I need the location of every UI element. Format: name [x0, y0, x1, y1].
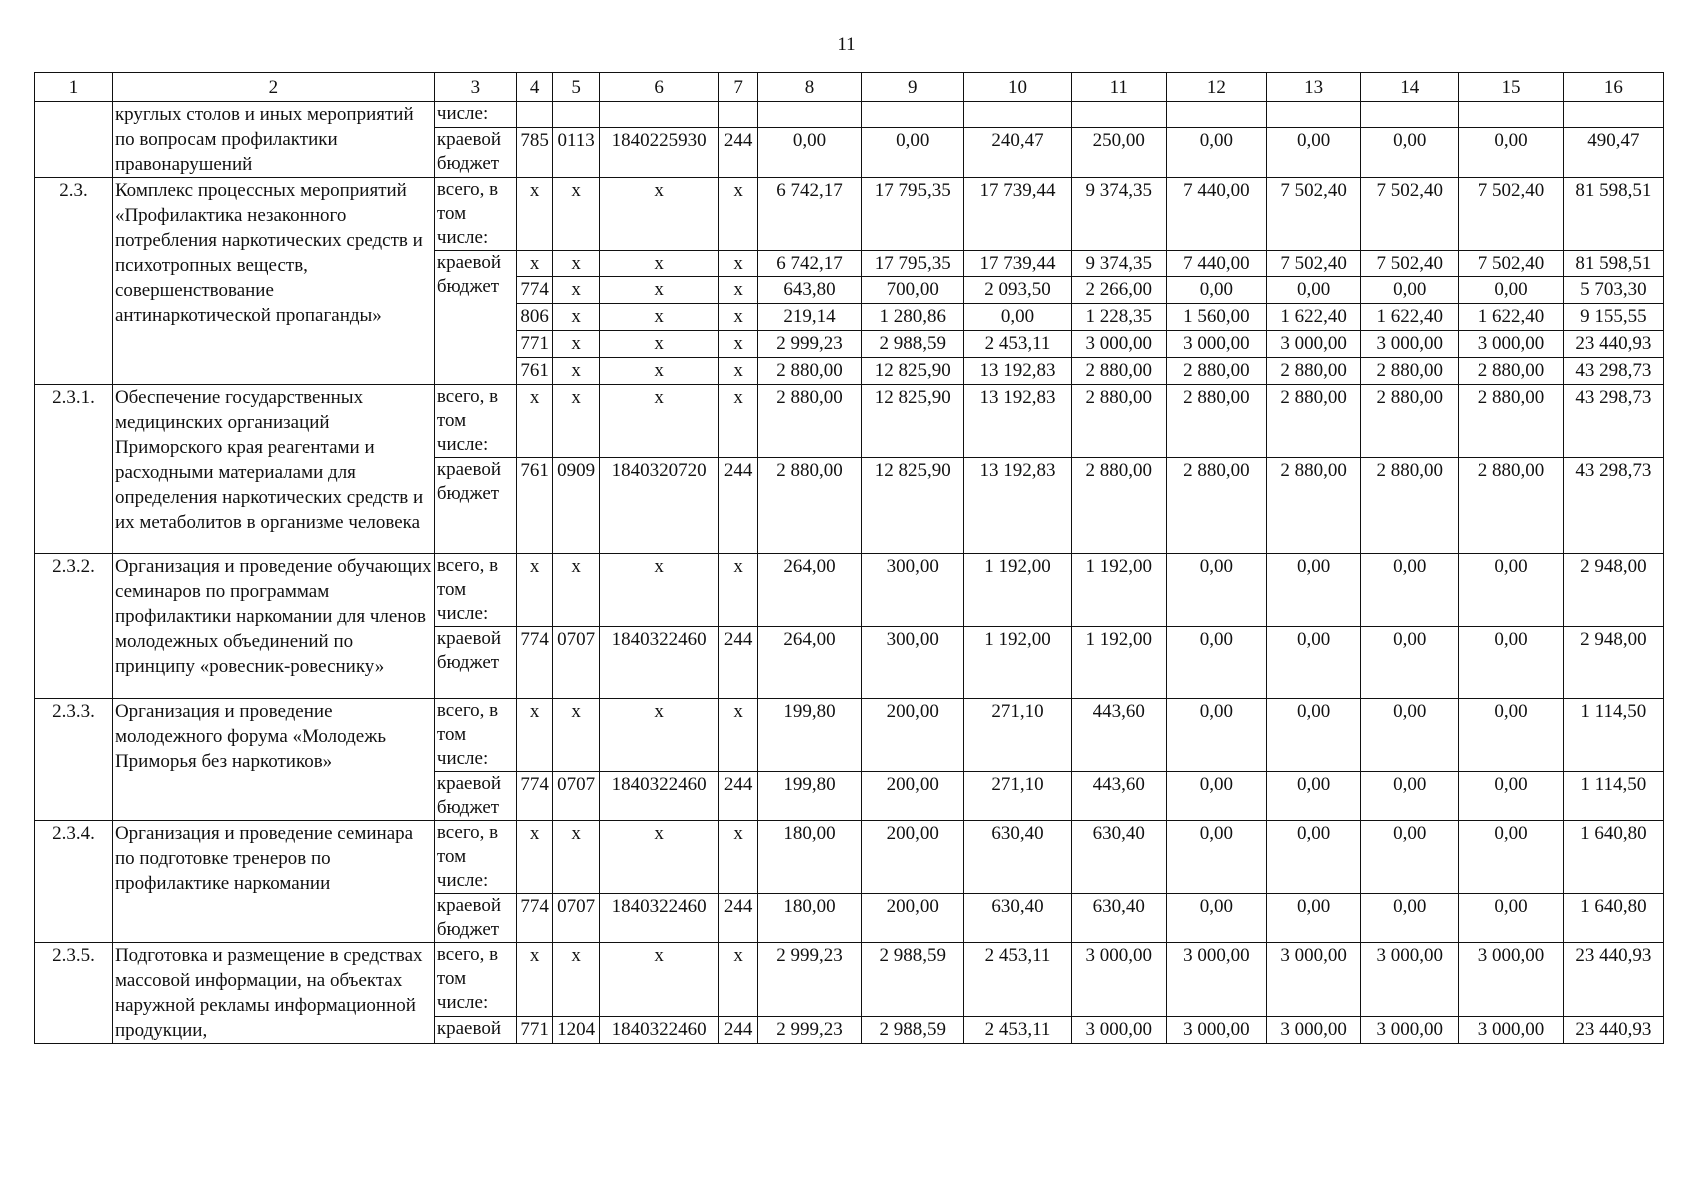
value-col-14: 7 502,40 [1361, 178, 1459, 251]
value-col-8: 2 999,23 [757, 331, 861, 358]
value-col-12 [1166, 102, 1266, 128]
row-name: Обеспечение государственных медицинских организаций Приморского края реагентами и расходными материалами для определения наркотических средств и их метаболитов в организме человека [112, 385, 434, 554]
value-col-15: 0,00 [1459, 894, 1563, 943]
value-col-10: 2 453,11 [964, 1017, 1071, 1044]
funding-source: всего, в том числе: [434, 554, 516, 627]
header-cell-1: 1 [35, 73, 113, 102]
value-col-13: 2 880,00 [1267, 358, 1361, 385]
value-col-14: 2 880,00 [1361, 385, 1459, 458]
row-number: 2.3.3. [35, 699, 113, 821]
value-col-15: 3 000,00 [1459, 331, 1563, 358]
header-cell-8: 8 [757, 73, 861, 102]
value-col-13: 0,00 [1267, 627, 1361, 699]
value-col-8: 264,00 [757, 554, 861, 627]
value-col-13: 2 880,00 [1267, 385, 1361, 458]
value-col-13 [1267, 102, 1361, 128]
value-col-11: 9 374,35 [1071, 251, 1166, 277]
code-c7: х [719, 304, 757, 331]
value-col-15: 0,00 [1459, 699, 1563, 772]
value-col-13: 3 000,00 [1267, 331, 1361, 358]
value-col-10: 13 192,83 [964, 458, 1071, 554]
funding-source: краевой бюджет [434, 128, 516, 178]
row-name: Комплекс процессных мероприятий «Профилактика незаконного потребления наркотических средств и психотропных веществ, совершенствование антинаркотической пропаганды» [112, 178, 434, 385]
value-col-8: 264,00 [757, 627, 861, 699]
value-col-15: 3 000,00 [1459, 943, 1563, 1017]
code-c5: х [553, 178, 600, 251]
value-col-12: 0,00 [1166, 128, 1266, 178]
value-col-11: 1 228,35 [1071, 304, 1166, 331]
value-col-15 [1459, 102, 1563, 128]
value-col-16: 23 440,93 [1563, 1017, 1663, 1044]
code-c6: х [599, 821, 718, 894]
value-col-10: 271,10 [964, 699, 1071, 772]
code-c4: 771 [516, 331, 552, 358]
value-col-13: 7 502,40 [1267, 178, 1361, 251]
value-col-15: 7 502,40 [1459, 251, 1563, 277]
value-col-8: 6 742,17 [757, 178, 861, 251]
row-name: Организация и проведение семинара по подготовке тренеров по профилактике наркомании [112, 821, 434, 943]
value-col-8: 2 880,00 [757, 358, 861, 385]
value-col-16: 1 114,50 [1563, 699, 1663, 772]
value-col-16: 2 948,00 [1563, 627, 1663, 699]
value-col-9: 2 988,59 [862, 1017, 964, 1044]
code-c6: х [599, 178, 718, 251]
value-col-8: 643,80 [757, 277, 861, 304]
code-c5: х [553, 943, 600, 1017]
value-col-11: 9 374,35 [1071, 178, 1166, 251]
funding-source: всего, в том числе: [434, 943, 516, 1017]
value-col-10: 17 739,44 [964, 251, 1071, 277]
value-col-11: 443,60 [1071, 699, 1166, 772]
code-c6: х [599, 699, 718, 772]
value-col-13: 0,00 [1267, 772, 1361, 821]
value-col-14: 0,00 [1361, 554, 1459, 627]
value-col-14: 0,00 [1361, 627, 1459, 699]
code-c4: х [516, 943, 552, 1017]
value-col-10: 13 192,83 [964, 385, 1071, 458]
value-col-8: 2 880,00 [757, 385, 861, 458]
value-col-11: 1 192,00 [1071, 627, 1166, 699]
value-col-10 [964, 102, 1071, 128]
value-col-9: 300,00 [862, 627, 964, 699]
code-c6: х [599, 943, 718, 1017]
code-c5: 0707 [553, 894, 600, 943]
value-col-10: 240,47 [964, 128, 1071, 178]
value-col-9: 700,00 [862, 277, 964, 304]
row-number: 2.3. [35, 178, 113, 385]
value-col-13: 1 622,40 [1267, 304, 1361, 331]
value-col-12: 0,00 [1166, 554, 1266, 627]
header-cell-12: 12 [1166, 73, 1266, 102]
value-col-9: 200,00 [862, 821, 964, 894]
code-c5: 0909 [553, 458, 600, 554]
value-col-14: 0,00 [1361, 894, 1459, 943]
table-row [35, 943, 1664, 1017]
code-c5: х [553, 385, 600, 458]
value-col-12: 3 000,00 [1166, 331, 1266, 358]
code-c4: 761 [516, 358, 552, 385]
code-c4: х [516, 699, 552, 772]
value-col-14: 2 880,00 [1361, 358, 1459, 385]
value-col-14: 3 000,00 [1361, 943, 1459, 1017]
code-c4: х [516, 554, 552, 627]
row-name: Организация и проведение молодежного форума «Молодежь Приморья без наркотиков» [112, 699, 434, 821]
code-c6: х [599, 358, 718, 385]
value-col-16: 1 640,80 [1563, 821, 1663, 894]
code-c5: х [553, 251, 600, 277]
value-col-10: 630,40 [964, 894, 1071, 943]
value-col-9: 2 988,59 [862, 943, 964, 1017]
code-c7: 244 [719, 627, 757, 699]
code-c7: х [719, 358, 757, 385]
row-name: Организация и проведение обучающих семинаров по программам профилактики наркомании для членов молодежных объединений по принципу «ровесник-ровеснику» [112, 554, 434, 699]
code-c6: х [599, 385, 718, 458]
value-col-8 [757, 102, 861, 128]
code-c5: х [553, 277, 600, 304]
value-col-15: 0,00 [1459, 821, 1563, 894]
code-c7: х [719, 385, 757, 458]
value-col-16: 43 298,73 [1563, 358, 1663, 385]
code-c5: 0707 [553, 627, 600, 699]
value-col-8: 0,00 [757, 128, 861, 178]
table-row [35, 821, 1664, 894]
code-c7: х [719, 178, 757, 251]
value-col-10: 271,10 [964, 772, 1071, 821]
header-cell-6: 6 [599, 73, 718, 102]
code-c4: 806 [516, 304, 552, 331]
value-col-12: 3 000,00 [1166, 1017, 1266, 1044]
code-c6: 1840322460 [599, 1017, 718, 1044]
value-col-11: 3 000,00 [1071, 1017, 1166, 1044]
value-col-11: 443,60 [1071, 772, 1166, 821]
code-c6 [599, 102, 718, 128]
value-col-13: 0,00 [1267, 699, 1361, 772]
budget-table [34, 72, 1664, 1044]
row-number: 2.3.2. [35, 554, 113, 699]
code-c6: 1840225930 [599, 128, 718, 178]
table-row [35, 554, 1664, 627]
code-c7: 244 [719, 1017, 757, 1044]
code-c5: х [553, 358, 600, 385]
value-col-14: 3 000,00 [1361, 331, 1459, 358]
code-c7: х [719, 821, 757, 894]
value-col-15: 0,00 [1459, 277, 1563, 304]
code-c5: 0113 [553, 128, 600, 178]
value-col-9: 300,00 [862, 554, 964, 627]
code-c5: х [553, 331, 600, 358]
value-col-13: 7 502,40 [1267, 251, 1361, 277]
table-row [35, 385, 1664, 458]
row-number [35, 102, 113, 178]
header-cell-5: 5 [553, 73, 600, 102]
value-col-16: 81 598,51 [1563, 178, 1663, 251]
value-col-14: 0,00 [1361, 699, 1459, 772]
code-c6: 1840322460 [599, 627, 718, 699]
value-col-16: 81 598,51 [1563, 251, 1663, 277]
value-col-9: 17 795,35 [862, 251, 964, 277]
funding-source: всего, в том числе: [434, 178, 516, 251]
value-col-15: 0,00 [1459, 627, 1563, 699]
code-c5: х [553, 699, 600, 772]
value-col-12: 0,00 [1166, 277, 1266, 304]
value-col-16 [1563, 102, 1663, 128]
value-col-12: 0,00 [1166, 699, 1266, 772]
value-col-15: 2 880,00 [1459, 458, 1563, 554]
value-col-16: 5 703,30 [1563, 277, 1663, 304]
value-col-8: 219,14 [757, 304, 861, 331]
value-col-14: 1 622,40 [1361, 304, 1459, 331]
value-col-10: 2 093,50 [964, 277, 1071, 304]
value-col-8: 6 742,17 [757, 251, 861, 277]
code-c5 [553, 102, 600, 128]
value-col-15: 0,00 [1459, 772, 1563, 821]
header-row [35, 73, 1664, 102]
value-col-12: 7 440,00 [1166, 251, 1266, 277]
code-c4: 774 [516, 772, 552, 821]
table-row [35, 178, 1664, 251]
code-c7: х [719, 331, 757, 358]
value-col-12: 2 880,00 [1166, 385, 1266, 458]
code-c4 [516, 102, 552, 128]
value-col-16: 2 948,00 [1563, 554, 1663, 627]
value-col-9: 12 825,90 [862, 358, 964, 385]
value-col-14: 0,00 [1361, 277, 1459, 304]
value-col-9: 200,00 [862, 894, 964, 943]
value-col-11: 2 880,00 [1071, 385, 1166, 458]
code-c5: х [553, 554, 600, 627]
value-col-11: 3 000,00 [1071, 943, 1166, 1017]
value-col-14: 0,00 [1361, 128, 1459, 178]
value-col-10: 1 192,00 [964, 554, 1071, 627]
value-col-8: 180,00 [757, 894, 861, 943]
value-col-8: 199,80 [757, 699, 861, 772]
table-row [35, 699, 1664, 772]
value-col-16: 1 114,50 [1563, 772, 1663, 821]
value-col-10: 0,00 [964, 304, 1071, 331]
code-c6: х [599, 554, 718, 627]
value-col-11: 2 266,00 [1071, 277, 1166, 304]
funding-source: краевой бюджет [434, 894, 516, 943]
value-col-12: 3 000,00 [1166, 943, 1266, 1017]
value-col-16: 43 298,73 [1563, 385, 1663, 458]
value-col-13: 0,00 [1267, 128, 1361, 178]
code-c7: х [719, 699, 757, 772]
value-col-9 [862, 102, 964, 128]
header-cell-13: 13 [1267, 73, 1361, 102]
header-cell-2: 2 [112, 73, 434, 102]
code-c5: х [553, 304, 600, 331]
value-col-12: 0,00 [1166, 821, 1266, 894]
value-col-10: 2 453,11 [964, 943, 1071, 1017]
code-c6: 1840320720 [599, 458, 718, 554]
code-c5: 1204 [553, 1017, 600, 1044]
code-c4: 774 [516, 277, 552, 304]
header-cell-9: 9 [862, 73, 964, 102]
row-number: 2.3.1. [35, 385, 113, 554]
code-c4: 771 [516, 1017, 552, 1044]
value-col-9: 200,00 [862, 772, 964, 821]
code-c7 [719, 102, 757, 128]
value-col-9: 12 825,90 [862, 458, 964, 554]
value-col-8: 180,00 [757, 821, 861, 894]
row-number: 2.3.4. [35, 821, 113, 943]
funding-source: числе: [434, 102, 516, 128]
value-col-15: 7 502,40 [1459, 178, 1563, 251]
code-c7: 244 [719, 128, 757, 178]
value-col-15: 0,00 [1459, 554, 1563, 627]
value-col-11: 630,40 [1071, 821, 1166, 894]
value-col-8: 199,80 [757, 772, 861, 821]
value-col-10: 2 453,11 [964, 331, 1071, 358]
value-col-16: 9 155,55 [1563, 304, 1663, 331]
code-c6: х [599, 331, 718, 358]
value-col-15: 1 622,40 [1459, 304, 1563, 331]
value-col-11: 250,00 [1071, 128, 1166, 178]
value-col-8: 2 999,23 [757, 943, 861, 1017]
value-col-10: 17 739,44 [964, 178, 1071, 251]
code-c7: 244 [719, 458, 757, 554]
value-col-13: 0,00 [1267, 894, 1361, 943]
header-cell-15: 15 [1459, 73, 1563, 102]
value-col-16: 1 640,80 [1563, 894, 1663, 943]
value-col-13: 0,00 [1267, 821, 1361, 894]
code-c4: х [516, 385, 552, 458]
value-col-13: 3 000,00 [1267, 1017, 1361, 1044]
row-name: Подготовка и размещение в средствах массовой информации, на объектах наружной рекламы информационной продукции, [112, 943, 434, 1044]
funding-source: краевой бюджет [434, 458, 516, 554]
code-c6: х [599, 304, 718, 331]
funding-source: всего, в том числе: [434, 385, 516, 458]
value-col-11 [1071, 102, 1166, 128]
code-c7: х [719, 554, 757, 627]
code-c6: 1840322460 [599, 894, 718, 943]
code-c7: 244 [719, 894, 757, 943]
code-c7: х [719, 277, 757, 304]
value-col-15: 2 880,00 [1459, 358, 1563, 385]
header-cell-10: 10 [964, 73, 1071, 102]
value-col-15: 2 880,00 [1459, 385, 1563, 458]
value-col-14: 0,00 [1361, 821, 1459, 894]
code-c6: х [599, 251, 718, 277]
value-col-9: 200,00 [862, 699, 964, 772]
value-col-9: 1 280,86 [862, 304, 964, 331]
funding-source: краевой бюджет [434, 627, 516, 699]
code-c5: х [553, 821, 600, 894]
value-col-13: 3 000,00 [1267, 943, 1361, 1017]
header-cell-4: 4 [516, 73, 552, 102]
value-col-8: 2 880,00 [757, 458, 861, 554]
header-cell-14: 14 [1361, 73, 1459, 102]
funding-source: краевой [434, 1017, 516, 1044]
funding-source: краевой бюджет [434, 251, 516, 385]
value-col-13: 0,00 [1267, 554, 1361, 627]
value-col-13: 2 880,00 [1267, 458, 1361, 554]
header-cell-16: 16 [1563, 73, 1663, 102]
table-body [35, 73, 1664, 1044]
code-c4: 774 [516, 894, 552, 943]
code-c4: х [516, 178, 552, 251]
value-col-11: 2 880,00 [1071, 458, 1166, 554]
value-col-14: 7 502,40 [1361, 251, 1459, 277]
value-col-14: 0,00 [1361, 772, 1459, 821]
value-col-11: 3 000,00 [1071, 331, 1166, 358]
value-col-11: 1 192,00 [1071, 554, 1166, 627]
value-col-10: 13 192,83 [964, 358, 1071, 385]
value-col-12: 0,00 [1166, 894, 1266, 943]
value-col-11: 630,40 [1071, 894, 1166, 943]
funding-source: всего, в том числе: [434, 699, 516, 772]
value-col-15: 0,00 [1459, 128, 1563, 178]
value-col-9: 0,00 [862, 128, 964, 178]
value-col-11: 2 880,00 [1071, 358, 1166, 385]
code-c7: х [719, 943, 757, 1017]
code-c6: 1840322460 [599, 772, 718, 821]
value-col-9: 12 825,90 [862, 385, 964, 458]
value-col-12: 1 560,00 [1166, 304, 1266, 331]
value-col-15: 3 000,00 [1459, 1017, 1563, 1044]
row-number: 2.3.5. [35, 943, 113, 1044]
table-row [35, 102, 1664, 128]
value-col-14: 3 000,00 [1361, 1017, 1459, 1044]
value-col-13: 0,00 [1267, 277, 1361, 304]
value-col-16: 43 298,73 [1563, 458, 1663, 554]
value-col-8: 2 999,23 [757, 1017, 861, 1044]
code-c4: х [516, 251, 552, 277]
value-col-12: 2 880,00 [1166, 358, 1266, 385]
header-cell-11: 11 [1071, 73, 1166, 102]
value-col-12: 7 440,00 [1166, 178, 1266, 251]
code-c7: х [719, 251, 757, 277]
code-c4: 774 [516, 627, 552, 699]
value-col-14 [1361, 102, 1459, 128]
row-name: круглых столов и иных мероприятий по вопросам профилактики правонарушений [112, 102, 434, 178]
funding-source: всего, в том числе: [434, 821, 516, 894]
header-cell-7: 7 [719, 73, 757, 102]
code-c4: 761 [516, 458, 552, 554]
value-col-12: 2 880,00 [1166, 458, 1266, 554]
value-col-16: 23 440,93 [1563, 943, 1663, 1017]
value-col-12: 0,00 [1166, 772, 1266, 821]
value-col-10: 1 192,00 [964, 627, 1071, 699]
value-col-9: 2 988,59 [862, 331, 964, 358]
header-cell-3: 3 [434, 73, 516, 102]
funding-source: краевой бюджет [434, 772, 516, 821]
code-c4: 785 [516, 128, 552, 178]
value-col-14: 2 880,00 [1361, 458, 1459, 554]
page-number: 11 [837, 34, 856, 55]
code-c7: 244 [719, 772, 757, 821]
code-c5: 0707 [553, 772, 600, 821]
value-col-10: 630,40 [964, 821, 1071, 894]
value-col-9: 17 795,35 [862, 178, 964, 251]
code-c6: х [599, 277, 718, 304]
value-col-12: 0,00 [1166, 627, 1266, 699]
value-col-16: 490,47 [1563, 128, 1663, 178]
code-c4: х [516, 821, 552, 894]
value-col-16: 23 440,93 [1563, 331, 1663, 358]
